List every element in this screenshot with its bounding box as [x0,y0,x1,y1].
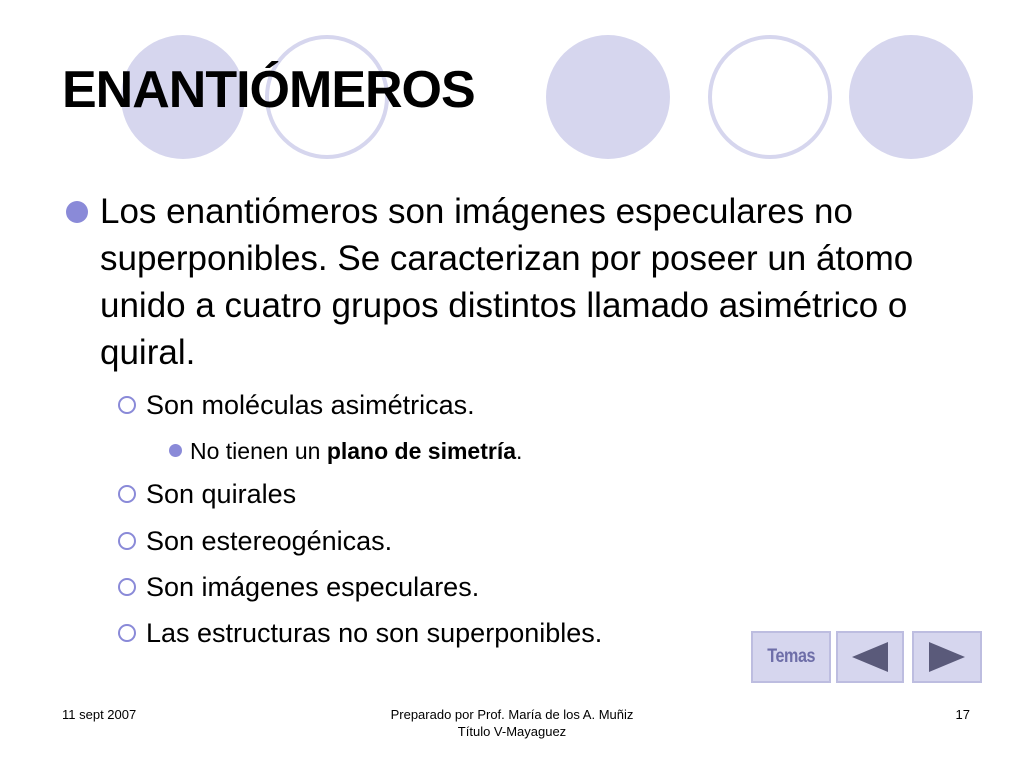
next-slide-button[interactable] [912,631,982,683]
sub-bullet-text: Las estructuras no son superponibles. [146,618,603,648]
nested-bullet-bold: plano de simetría [326,438,516,464]
bullet-disc-icon [66,201,88,223]
previous-slide-button[interactable] [836,631,904,683]
nested-bullet-prefix: No tienen un [190,438,327,464]
sub-bullet-text: Son moléculas asimétricas. [146,390,475,420]
bullet-ring-icon [118,396,136,414]
temas-label: Temas [767,646,815,667]
decor-circle [849,35,973,159]
bullet-disc-icon [169,444,182,457]
bullet-ring-icon [118,578,136,596]
footer-author-line2: Título V-Mayaguez [457,724,567,739]
sub-bullet-text: Son estereogénicas. [146,526,393,556]
slide-title: ENANTIÓMEROS [62,61,475,119]
main-bullet-text: Los enantiómeros son imágenes especulares no superponibles. Se caracterizan por poseer un átomo unido a cuatro grupos distintos llamado asimétrico o quiral. [100,192,914,372]
footer-date: 11 sept 2007 [62,707,137,722]
decor-circle [546,35,670,159]
nested-bullet-suffix: . [516,438,523,464]
temas-button[interactable] [751,631,831,683]
bullet-ring-icon [118,532,136,550]
triangle-right-icon [927,641,967,673]
triangle-left-icon [850,641,890,673]
page-number: 17 [955,707,970,722]
bullet-ring-icon [118,624,136,642]
sub-bullet-text: Son quirales [146,479,297,509]
nested-bullet-text [190,436,522,466]
bullet-ring-icon [118,485,136,503]
footer-author [362,706,662,740]
decor-ring [708,35,832,159]
sub-bullet-text: Son imágenes especulares. [146,572,480,602]
footer-author-line1: Preparado por Prof. María de los A. Muñiz [390,707,634,722]
